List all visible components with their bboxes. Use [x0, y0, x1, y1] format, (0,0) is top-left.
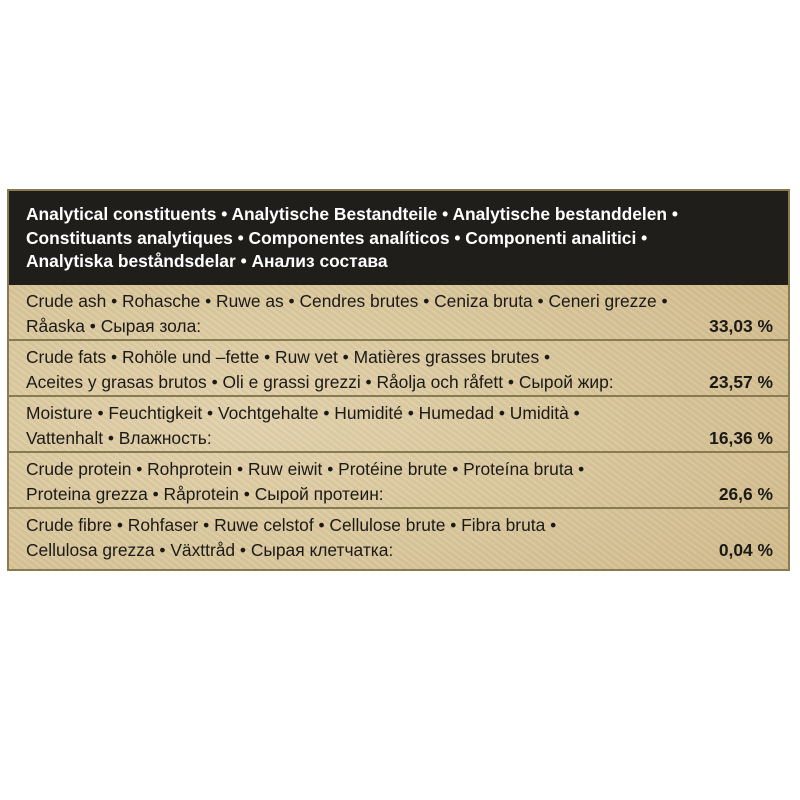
row-value: 23,57 % — [709, 371, 773, 392]
row-label-line-1: Crude protein • Rohprotein • Ruw eiwit • Protéine brute • Proteína bruta • — [26, 459, 585, 479]
analytical-constituents-table — [7, 189, 790, 571]
header-line-2: Constituants analytiques • Componentes analíticos • Componenti analitici • — [26, 227, 648, 248]
table-row-moisture — [9, 397, 788, 450]
table-row-crude-fats — [9, 341, 788, 394]
row-label-line-1: Crude fibre • Rohfaser • Ruwe celstof • Cellulose brute • Fibra bruta • — [26, 515, 557, 535]
row-label-line-2: Aceites y grasas brutos • Oli e grassi grezzi • Råolja och råfett • Сырой жир: — [26, 371, 614, 392]
header-line-1: Analytical constituents • Analytische Bestandteile • Analytische bestanddelen • — [26, 204, 678, 224]
row-value: 0,04 % — [718, 539, 773, 560]
row-value: 16,36 % — [709, 427, 773, 448]
row-label-line-2: Vattenhalt • Влажность: — [26, 427, 212, 448]
row-value: 33,03 % — [709, 315, 773, 336]
row-label-line-1: Crude ash • Rohasche • Ruwe as • Cendres brutes • Ceniza bruta • Ceneri grezze • — [26, 291, 668, 311]
header-line-3: Analytiska beståndsdelar • Анализ состава — [26, 251, 388, 271]
table-row-crude-fibre — [9, 509, 788, 562]
row-label-line-1: Moisture • Feuchtigkeit • Vochtgehalte • Humidité • Humedad • Umidità • — [26, 403, 580, 423]
row-label-line-2: Cellulosa grezza • Växttråd • Сырая клетчатка: — [26, 539, 394, 560]
row-label-line-2: Proteina grezza • Råprotein • Сырой протеин: — [26, 483, 384, 504]
table-row-crude-ash — [9, 285, 788, 338]
table-header — [9, 191, 788, 285]
row-label-line-2: Råaska • Сырая зола: — [26, 315, 202, 336]
table-row-crude-protein — [9, 453, 788, 506]
row-label-line-1: Crude fats • Rohöle und –fette • Ruw vet • Matières grasses brutes • — [26, 347, 551, 367]
row-value: 26,6 % — [718, 483, 773, 504]
